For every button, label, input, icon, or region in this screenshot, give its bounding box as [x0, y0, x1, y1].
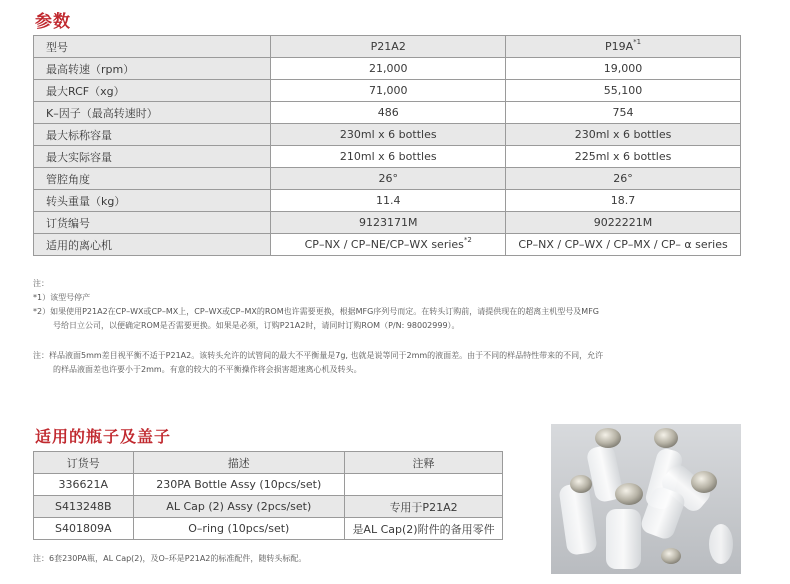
table-cell: 55,100 [506, 80, 741, 102]
table-row [34, 474, 503, 496]
table-cell: 26° [506, 168, 741, 190]
params-table [33, 35, 741, 256]
table-row [34, 36, 741, 58]
table-cell: S401809A [34, 518, 134, 540]
table-row [34, 212, 741, 234]
row-label: 订货编号 [34, 212, 271, 234]
note-line: 注： [33, 279, 49, 288]
table-row [34, 496, 503, 518]
balance-note [33, 349, 753, 377]
row-label: 转头重量（kg） [34, 190, 271, 212]
table-cell: 19,000 [506, 58, 741, 80]
table-row [34, 124, 741, 146]
table-cell: 230PA Bottle Assy (10pcs/set) [133, 474, 344, 496]
bottles-photo [551, 424, 741, 574]
note-line: *2）如果使用P21A2在CP–WX或CP–MX上，CP–WX或CP–MX的ROM也许需要更换，根据MFG序列号而定。在转头订购前，请提供现在的超离主机型号及MFG [33, 307, 600, 316]
section-title-params: 参数 [35, 12, 71, 32]
table-header-label: 型号 [34, 36, 271, 58]
model-name: P19A [604, 40, 634, 53]
table-header-cell: 描述 [133, 452, 344, 474]
table-row [34, 452, 503, 474]
table-cell: 754 [506, 102, 741, 124]
table-cell: 230ml x 6 bottles [506, 124, 741, 146]
note-line: 号给日立公司，以便确定ROM是否需要更换。如果是必须，订购P21A2时，请同时订购ROM（P/N: 98002999）。 [53, 321, 460, 330]
table-cell: 9022221M [506, 212, 741, 234]
table-cell: 71,000 [271, 80, 506, 102]
table-header-cell: 订货号 [34, 452, 134, 474]
row-label: K–因子（最高转速时） [34, 102, 271, 124]
note-line: 的样品液面差也许要小于2mm。有意的较大的不平衡操作将会损害超速离心机及转头。 [53, 365, 362, 374]
table-row [34, 234, 741, 256]
table-row [34, 80, 741, 102]
table-cell: 21,000 [271, 58, 506, 80]
table-cell: 336621A [34, 474, 134, 496]
table-cell [271, 234, 506, 256]
footnote-marker: *2 [463, 236, 472, 244]
table-cell: 是AL Cap(2)附件的备用零件 [345, 518, 503, 540]
note-line: *1）该型号停产 [33, 293, 91, 302]
table-cell [345, 474, 503, 496]
centrifuge-list: CP–NX / CP–NE/CP–WX series [304, 238, 464, 251]
table-cell: CP–NX / CP–WX / CP–MX / CP– α series [506, 234, 741, 256]
row-label: 最大RCF（xg） [34, 80, 271, 102]
table-row [34, 190, 741, 212]
table-header-cell: 注释 [345, 452, 503, 474]
row-label: 最大实际容量 [34, 146, 271, 168]
table-row [34, 58, 741, 80]
table-cell: O–ring (10pcs/set) [133, 518, 344, 540]
row-label: 最高转速（rpm） [34, 58, 271, 80]
table-cell: 486 [271, 102, 506, 124]
row-label: 管腔角度 [34, 168, 271, 190]
table-header-cell [506, 36, 741, 58]
footnotes [33, 277, 753, 333]
table-cell: 11.4 [271, 190, 506, 212]
accessory-note: 注：6套230PA瓶，AL Cap(2)，及O–环是P21A2的标准配件，随转头标配。 [33, 554, 307, 563]
table-row [34, 518, 503, 540]
table-cell: AL Cap (2) Assy (2pcs/set) [133, 496, 344, 518]
row-label: 适用的离心机 [34, 234, 271, 256]
table-cell: 18.7 [506, 190, 741, 212]
table-cell: 230ml x 6 bottles [271, 124, 506, 146]
footnote-marker: *1 [633, 38, 642, 46]
table-row [34, 168, 741, 190]
table-cell: 专用于P21A2 [345, 496, 503, 518]
row-label: 最大标称容量 [34, 124, 271, 146]
table-row [34, 102, 741, 124]
section-title-bottles: 适用的瓶子及盖子 [35, 427, 172, 446]
table-row [34, 146, 741, 168]
bottles-table [33, 451, 503, 540]
table-cell: 9123171M [271, 212, 506, 234]
table-cell: 225ml x 6 bottles [506, 146, 741, 168]
table-cell: S413248B [34, 496, 134, 518]
table-header-cell: P21A2 [271, 36, 506, 58]
note-line: 注：样品液面5mm差目视平衡不适于P21A2。该转头允许的试管间的最大不平衡量是7g, 也就是说等同于2mm的液面差。由于不同的样品特性带来的不同，允许 [33, 351, 604, 360]
table-cell: 26° [271, 168, 506, 190]
table-cell: 210ml x 6 bottles [271, 146, 506, 168]
